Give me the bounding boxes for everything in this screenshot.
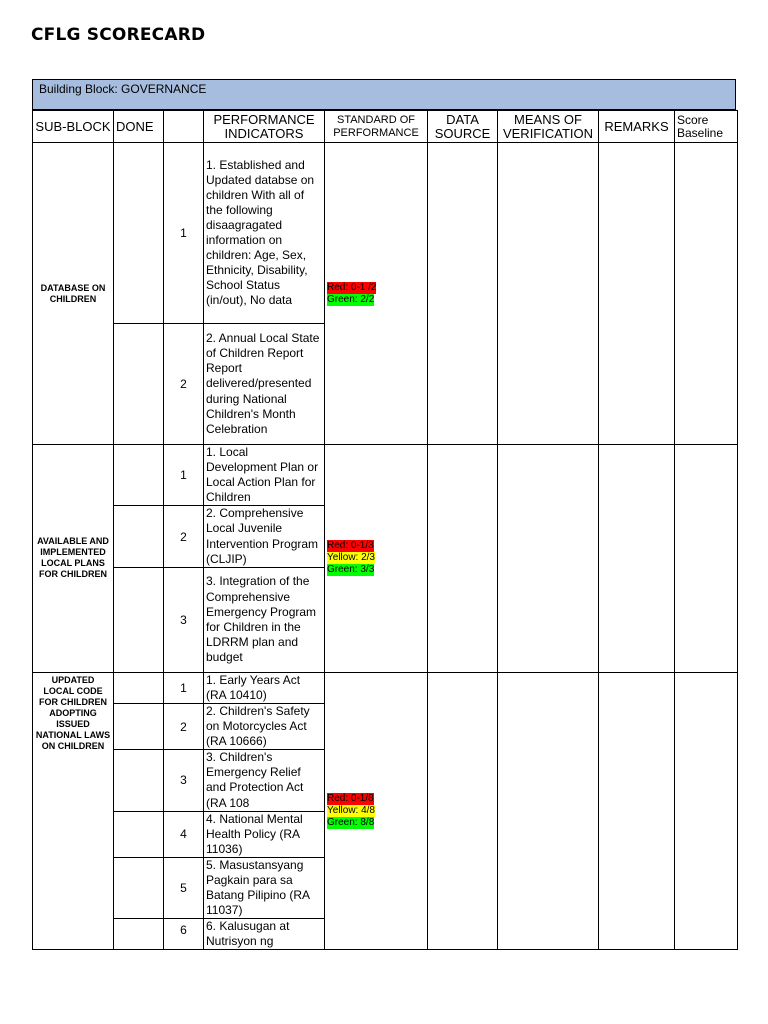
done-cell[interactable] bbox=[114, 750, 164, 811]
header-done: DONE bbox=[114, 111, 164, 143]
row-number: 3 bbox=[164, 750, 204, 811]
sub-block-cell: UPDATED LOCAL CODE FOR CHILDREN ADOPTING ISSUED NATIONAL LAWS ON CHILDREN bbox=[33, 672, 114, 950]
done-cell[interactable] bbox=[114, 506, 164, 567]
row-number: 2 bbox=[164, 506, 204, 567]
header-sub-block: SUB-BLOCK bbox=[33, 111, 114, 143]
done-cell[interactable] bbox=[114, 143, 164, 324]
header-remarks: REMARKS bbox=[599, 111, 675, 143]
means-of-verification-cell[interactable] bbox=[498, 672, 599, 950]
score-baseline-cell[interactable] bbox=[675, 445, 738, 673]
row-number: 1 bbox=[164, 143, 204, 324]
header-row bbox=[33, 111, 738, 143]
indicator-cell: 6. Kalusugan at Nutrisyon ng bbox=[204, 919, 325, 950]
row-number: 1 bbox=[164, 672, 204, 703]
means-of-verification-cell[interactable] bbox=[498, 143, 599, 445]
header-performance-indicators: PERFORMANCE INDICATORS bbox=[204, 111, 325, 143]
data-source-cell[interactable] bbox=[428, 143, 498, 445]
done-cell[interactable] bbox=[114, 324, 164, 445]
indicator-cell: 2. Children's Safety on Motorcycles Act (RA 10666) bbox=[204, 703, 325, 749]
standard-yellow: Yellow: 2/3 bbox=[327, 552, 375, 564]
standard-cell bbox=[325, 445, 428, 673]
standard-red: Red: 0-1/8 bbox=[327, 793, 374, 805]
sub-block-cell: DATABASE ON CHILDREN bbox=[33, 143, 114, 445]
done-cell[interactable] bbox=[114, 919, 164, 950]
data-source-cell[interactable] bbox=[428, 672, 498, 950]
table-row bbox=[33, 445, 738, 506]
means-of-verification-cell[interactable] bbox=[498, 445, 599, 673]
row-number: 5 bbox=[164, 857, 204, 918]
table-row bbox=[33, 672, 738, 703]
table-row bbox=[33, 143, 738, 324]
standard-red: Red: 0-1/3 bbox=[327, 540, 374, 552]
indicator-cell: 5. Masustansyang Pagkain para sa Batang Pilipino (RA 11037) bbox=[204, 857, 325, 918]
row-number: 2 bbox=[164, 324, 204, 445]
standard-green: Green: 8/8 bbox=[327, 817, 375, 829]
standard-yellow: Yellow: 4/8 bbox=[327, 805, 375, 817]
data-source-cell[interactable] bbox=[428, 445, 498, 673]
remarks-cell[interactable] bbox=[599, 672, 675, 950]
standard-green: Green: 3/3 bbox=[327, 564, 375, 576]
scorecard-table bbox=[32, 110, 738, 950]
header-score-baseline: Score Baseline bbox=[675, 111, 738, 143]
remarks-cell[interactable] bbox=[599, 445, 675, 673]
indicator-cell: 1. Established and Updated databse on children With all of the following disaagragated information on children: Age, Sex, Ethnicity, Disability, School Status (in/out), No data bbox=[204, 143, 325, 324]
indicator-cell: 1. Early Years Act (RA 10410) bbox=[204, 672, 325, 703]
indicator-cell: 1. Local Development Plan or Local Action Plan for Children bbox=[204, 445, 325, 506]
row-number: 2 bbox=[164, 703, 204, 749]
row-number: 3 bbox=[164, 567, 204, 672]
building-block-banner: Building Block: GOVERNANCE bbox=[32, 79, 736, 110]
indicator-cell: 2. Annual Local State of Children Report Report delivered/presented during National Children's Month Celebration bbox=[204, 324, 325, 445]
done-cell[interactable] bbox=[114, 672, 164, 703]
done-cell[interactable] bbox=[114, 567, 164, 672]
standard-red: Red: 0-1 /2 bbox=[327, 281, 377, 293]
done-cell[interactable] bbox=[114, 445, 164, 506]
row-number: 1 bbox=[164, 445, 204, 506]
standard-green: Green: 2/2 bbox=[327, 293, 375, 305]
sub-block-cell: AVAILABLE AND IMPLEMENTED LOCAL PLANS FOR CHILDREN bbox=[33, 445, 114, 673]
done-cell[interactable] bbox=[114, 811, 164, 857]
indicator-cell: 3. Integration of the Comprehensive Emergency Program for Children in the LDRRM plan and budget bbox=[204, 567, 325, 672]
header-number bbox=[164, 111, 204, 143]
row-number: 6 bbox=[164, 919, 204, 950]
header-means-of-verification: MEANS OF VERIFICATION bbox=[498, 111, 599, 143]
remarks-cell[interactable] bbox=[599, 143, 675, 445]
score-baseline-cell[interactable] bbox=[675, 143, 738, 445]
indicator-cell: 3. Children's Emergency Relief and Protection Act (RA 108 bbox=[204, 750, 325, 811]
indicator-cell: 2. Comprehensive Local Juvenile Intervention Program (CLJIP) bbox=[204, 506, 325, 567]
done-cell[interactable] bbox=[114, 857, 164, 918]
standard-cell bbox=[325, 143, 428, 445]
document-title: CFLG SCORECARD bbox=[31, 25, 206, 45]
indicator-cell: 4. National Mental Health Policy (RA 11036) bbox=[204, 811, 325, 857]
header-standard-of-performance: STANDARD OF PERFORMANCE bbox=[325, 111, 428, 143]
score-baseline-cell[interactable] bbox=[675, 672, 738, 950]
row-number: 4 bbox=[164, 811, 204, 857]
standard-cell bbox=[325, 672, 428, 950]
done-cell[interactable] bbox=[114, 703, 164, 749]
header-data-source: DATA SOURCE bbox=[428, 111, 498, 143]
